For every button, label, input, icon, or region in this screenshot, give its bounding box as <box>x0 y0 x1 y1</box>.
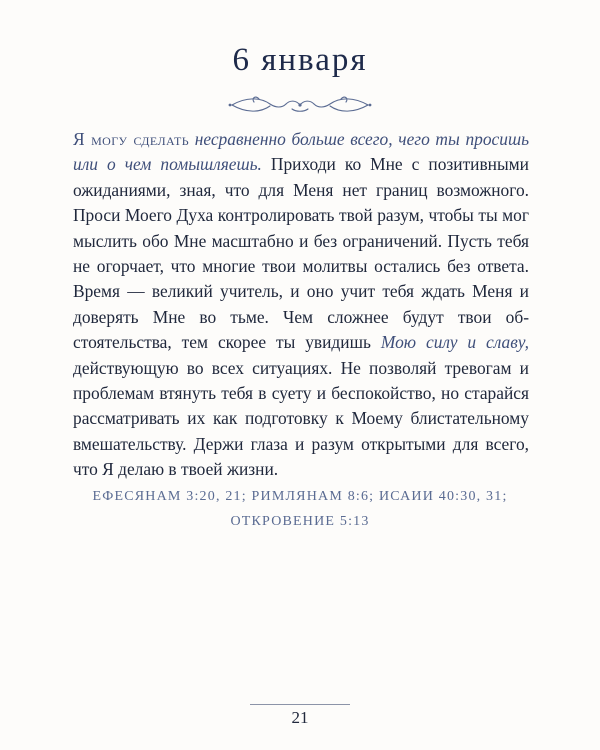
scripture-references <box>60 484 540 534</box>
reference-line: ОТКРОВЕНИЕ 5:13 <box>230 514 370 529</box>
page-number: 21 <box>291 708 309 727</box>
flourish-ornament-icon <box>226 92 374 118</box>
reference-line: ЕФЕСЯНАМ 3:20, 21; РИМЛЯНАМ 8:6; ИСАИИ 40:30, 31; <box>92 489 508 504</box>
devotional-text <box>73 127 529 483</box>
page-number-divider <box>250 704 350 705</box>
page-title: 6 января <box>232 42 368 78</box>
body-paragraph-part: действующую во всех ситуациях. Не позволяй тревогам и проблемам втянуть тебя в суету и беспокойство, но старайся рассматривать их как подготовку к Моему блистательному вмешательству. Держи глаза и разум открытыми для всего, что Я делаю в твоей жизни. <box>73 357 529 480</box>
lead-in-text: Я могу сделать <box>73 129 190 149</box>
scripture-quote: Мою силу и славу, <box>380 332 529 353</box>
body-paragraph-part: Приходи ко Мне с позитивными ожиданиями, зная, что для Меня нет границ возможного. Проси Моего Духа контролировать твой разум, чтобы ты мог мыслить обо Мне масштабно и без ограничений. Пусть тебя не огорчает, что многие твои молитвы остались без ответа. Время — великий учитель, и оно учит тебя ждать Меня и доверять Мне во тьме. Чем сложнее будут твои обстоятельства, тем скорее ты увидишь <box>73 154 529 353</box>
scripture-quote: несравненно больше всего, чего ты просишь или о чем помышляешь. <box>73 129 529 175</box>
